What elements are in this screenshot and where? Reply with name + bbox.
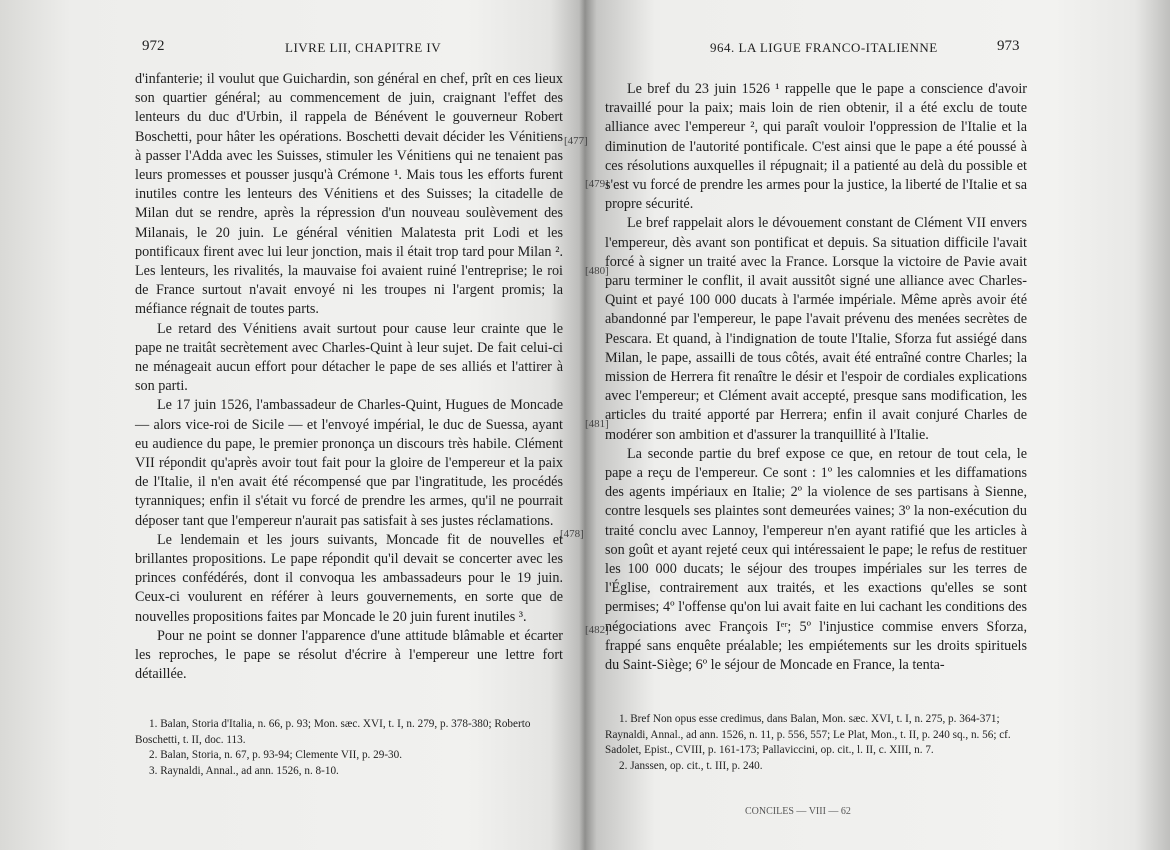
footnote: 3. Raynaldi, Annal., ad ann. 1526, n. 8-10. (149, 764, 339, 777)
margin-reference: [480] (585, 265, 609, 277)
footnotes (605, 712, 1027, 774)
margin-reference: [481] (585, 418, 609, 430)
right-page (585, 0, 1170, 850)
paragraph: Pour ne point se donner l'apparence d'une attitude blâmable et écarter les reproches, le pape se résolut d'écrire à l'empereur une lettre fort détaillée. (135, 627, 563, 683)
running-head: 964. LA LIGUE FRANCO-ITALIENNE (710, 40, 938, 55)
paragraph: Le bref rappelait alors le dévouement constant de Clément VII envers l'empereur, dès avant son pontificat et depuis. Sa situation difficile l'avait forcé à signer un traité avec la France. Lorsque la victoire de Pavie avait paru terminer le conflit, il avait aussitôt signé une alliance avec Charles-Quint et payé 100 000 ducats à l'armée impériale. Même après avoir été abandonné par l'empereur, le pape l'avait prévenu des menées secrètes de Pescara. Et quand, à l'indignation de toute l'Italie, Sforza fut assiégé dans Milan, le pape, assailli de tous côtés, avait été entraîné contre Charles; la mission de Herrera fit renaître le désir et l'espoir de cordiales explications avec l'empereur; et Clément avait accepté, presque sans modification, les articles du traité apporté par Herrera; enfin il avait conjuré Charles de modérer son ambition et d'assurer la tranquillité à l'Italie. (605, 215, 1027, 443)
paragraph: Le retard des Vénitiens avait surtout pour cause leur crainte que le pape ne traitât secrètement avec Charles-Quint à leur sujet. De fait celui-ci ne ménageait aucun effort pour détacher le pape de ses alliés et l'attirer à son parti. (135, 320, 563, 395)
margin-reference: [478] (560, 528, 584, 540)
footnote: 2. Janssen, op. cit., t. III, p. 240. (619, 759, 763, 772)
margin-reference: [477] (564, 135, 588, 147)
paragraph: Le bref du 23 juin 1526 ¹ rappelle que le pape a conscience d'avoir travaillé pour la paix; mais loin de rien obtenir, il a été exclu de toute alliance avec l'empereur ², qui paraît vouloir l'oppression de l'Italie et la diminution de l'autorité pontificale. C'est ainsi que le pape a été poussé à ces résolutions auxquelles il répugnait; il a patienté au delà du possible et s'est vu forcé de prendre les armes pour la justice, la liberté de l'Italie et sa propre sécurité. (605, 81, 1027, 213)
paragraph: Le lendemain et les jours suivants, Moncade fit de nouvelles et brillantes propositions. Le pape répondit qu'il devait se concerter avec les princes confédérés, dont il convoqua les ambassadeurs pour le 19 juin. Ceux-ci voulurent en référer à leurs gouvernements, en sorte que de nouvelles propositions faites par Moncade le 20 juin furent inutiles ³. (135, 531, 563, 625)
paragraph: Le 17 juin 1526, l'ambassadeur de Charles-Quint, Hugues de Moncade — alors vice-roi de Sicile — et l'envoyé impérial, le duc de Suessa, ayant eu audience du pape, le premier prononça un discours très habile. Clément VII répondit qu'après avoir tout fait pour la gloire de l'empereur et la paix de l'Italie, il n'en avait été récompensé que par l'ingratitude, les procédés tyranniques; enfin il s'était vu forcé de prendre les armes, qu'il ne pourrait déposer tant que l'empereur n'aurait pas satisfait à ses justes réclamations. (135, 397, 563, 529)
footnote: 1. Bref Non opus esse credimus, dans Balan, Mon. sæc. XVI, t. I, n. 275, p. 364-371; Raynaldi, Annal., ad ann. 1526, n. 11, p. 556, 557; Le Plat, Mon., t. II, p. 240 sq., n. 56; cf. Sadolet, Epist., CVIII, p. 161-173; Pallaviccini, op. cit., l. II, c. XIII, n. 7. (605, 713, 1011, 756)
paragraph: La seconde partie du bref expose ce que, en retour de tout cela, le pape a reçu de l'empereur. Ce sont : 1º les calomnies et les diffamations des agents impériaux en Italie; 2º la violence de ses partisans à Sienne, contre lesquels ses plaintes sont demeurées vaines; 3º la non-exécution du traité conclu avec Lannoy, l'empereur n'en ayant ratifié que les articles à son goût et ayant rejeté ceux qui intéressaient le pape; le refus de restituer les 100 000 ducats; le séjour des troupes impériales sur les terres de l'Église, contrairement aux traités, et les exactions qu'elles se sont permises; 4º l'offense qu'on lui avait faite en lui cachant les conditions des négociations avec François Iᵉʳ; 5º l'injustice commise envers Sforza, frappé sans enquête préalable; les empiétements sur les droits spirituels du Saint-Siège; 6º le séjour de Moncade en France, la tenta- (605, 445, 1027, 674)
body-text (605, 80, 1027, 675)
footnote: 2. Balan, Storia, n. 67, p. 93-94; Clemente VII, p. 29-30. (149, 749, 403, 761)
margin-reference: [482] (585, 624, 609, 636)
margin-reference: [479] (585, 178, 609, 190)
footnote: 1. Balan, Storia d'Italia, n. 66, p. 93; Mon. sæc. XVI, t. I, n. 279, p. 378-380; Roberto Boschetti, t. II, doc. 113. (135, 718, 531, 746)
paragraph: d'infanterie; il voulut que Guichardin, son général en chef, prît en ces lieux son quartier général; au commencement de juin, craignant l'effet des lenteurs du duc d'Urbin, il rappela de Bénévent le gouverneur Robert Boschetti, pour hâter les opérations. Boschetti devait décider les Vénitiens à passer l'Adda avec les Suisses, stimuler les Vénitiens qui ne tenaient pas leurs promesses et pousser jusqu'à Crémone ¹. Mais tous les efforts furent inutiles contre les lenteurs des Vénitiens et des Suisses; la citadelle de Milan dut se rendre, après la répression d'un nouveau soulèvement des Milanais, le 20 juin. Le général vénitien Malatesta prit Lodi et les pontificaux firent avec lui leur jonction, mais il était trop tard pour Milan ². Les lenteurs, les rivalités, la mauvaise foi avaient ruiné l'entreprise; le roi de France surtout n'avait envoyé ni les troupes ni l'argent promis; la méfiance régnait de toutes parts. (135, 71, 563, 318)
page-number: 972 (142, 38, 165, 54)
footnotes (135, 717, 560, 779)
signature-mark: CONCILES — VIII — 62 (745, 806, 851, 817)
running-head: LIVRE LII, CHAPITRE IV (285, 40, 442, 55)
page-number: 973 (997, 38, 1020, 54)
body-text (135, 70, 563, 685)
